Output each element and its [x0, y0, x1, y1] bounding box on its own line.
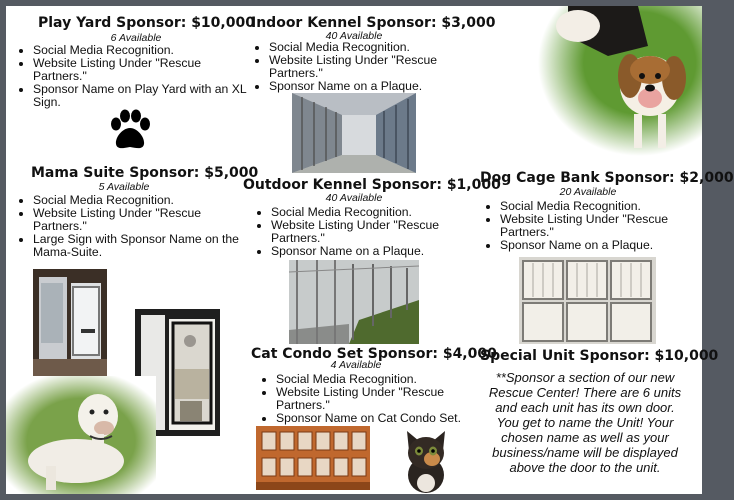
- cat-condo-photo: [256, 426, 370, 490]
- cat-condo-title: Cat Condo Set Sponsor: $4,000: [251, 346, 497, 362]
- dog-cage-bank-availability: 20 Available: [559, 186, 617, 198]
- cat-condo-benefits: [262, 373, 486, 425]
- list-item: • Social Media Recognition.: [276, 373, 486, 386]
- list-item: • Website Listing Under "Rescue Partners.": [271, 219, 457, 245]
- mama-suite-availability: 5 Available: [98, 181, 150, 193]
- play-yard-benefits: [19, 44, 249, 109]
- mama-suite-photo: [33, 269, 107, 379]
- indoor-kennel-title: Indoor Kennel Sponsor: $3,000: [251, 15, 496, 31]
- special-unit-description: **Sponsor a section of our new Rescue Center! There are 6 units and each unit has its own door. You get to name the Unit! Your chosen name as well as your business/name will be displayed above the door to the unit.: [488, 370, 682, 475]
- play-yard-availability: 6 Available: [110, 32, 162, 44]
- list-item: • Large Sign with Sponsor Name on the Mama-Suite.: [33, 233, 253, 259]
- list-item: • Sponsor Name on a Plaque.: [269, 80, 459, 93]
- outdoor-kennel-benefits: [257, 206, 457, 258]
- list-item: • Website Listing Under "Rescue Partners.": [269, 54, 459, 80]
- sponsorship-flyer: [6, 6, 734, 494]
- mama-suite-benefits: [19, 194, 253, 259]
- outdoor-kennel-availability: 40 Available: [325, 192, 383, 204]
- beagle-photo: [538, 6, 702, 156]
- indoor-kennel-benefits: [255, 41, 459, 93]
- list-item: • Social Media Recognition.: [269, 41, 459, 54]
- list-item: • Social Media Recognition.: [33, 194, 253, 207]
- paw-print-icon: [107, 108, 153, 154]
- list-item: • Website Listing Under "Rescue Partners.": [33, 57, 249, 83]
- list-item: • Sponsor Name on Play Yard with an XL Sign.: [33, 83, 249, 109]
- outdoor-kennel-photo: [289, 260, 419, 344]
- dog-cage-bank-benefits: [486, 200, 700, 252]
- list-item: • Sponsor Name on Cat Condo Set.: [276, 412, 486, 425]
- list-item: • Sponsor Name on a Plaque.: [500, 239, 700, 252]
- kitten-photo: [399, 423, 453, 494]
- outdoor-kennel-title: Outdoor Kennel Sponsor: $1,000: [243, 177, 501, 193]
- indoor-kennel-photo: [292, 93, 416, 173]
- cat-condo-availability: 4 Available: [330, 359, 382, 371]
- indoor-kennel-availability: 40 Available: [325, 30, 383, 42]
- list-item: • Website Listing Under "Rescue Partners.": [500, 213, 700, 239]
- dog-cage-bank-title: Dog Cage Bank Sponsor: $2,000: [480, 170, 734, 186]
- list-item: • Website Listing Under "Rescue Partners.": [276, 386, 486, 412]
- special-unit-title: Special Unit Sponsor: $10,000: [480, 348, 719, 364]
- list-item: • Social Media Recognition.: [271, 206, 457, 219]
- list-item: • Social Media Recognition.: [500, 200, 700, 213]
- white-dog-photo: [6, 376, 156, 494]
- list-item: • Website Listing Under "Rescue Partners.": [33, 207, 253, 233]
- list-item: • Social Media Recognition.: [33, 44, 249, 57]
- play-yard-title: Play Yard Sponsor: $10,000: [38, 15, 255, 31]
- dog-cage-bank-photo: [519, 257, 656, 344]
- mama-suite-title: Mama Suite Sponsor: $5,000: [31, 165, 259, 181]
- list-item: • Sponsor Name on a Plaque.: [271, 245, 457, 258]
